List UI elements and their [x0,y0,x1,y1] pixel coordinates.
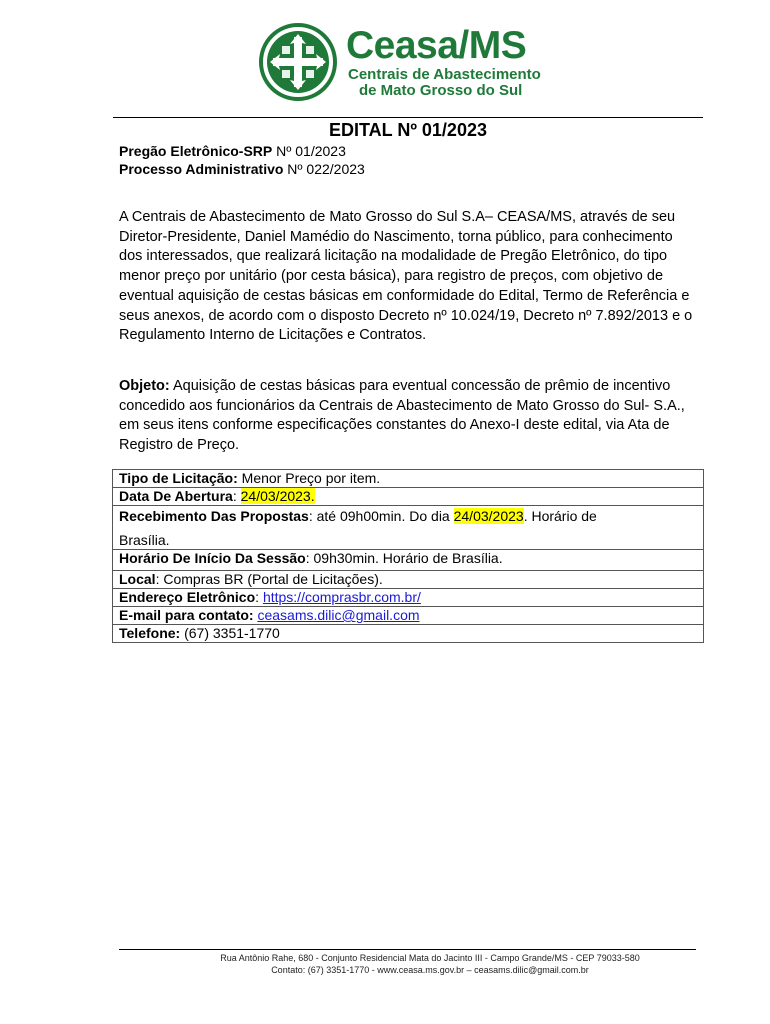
page-title: EDITAL Nº 01/2023 [329,120,487,140]
comprasbr-link[interactable]: https://comprasbr.com.br/ [262,589,421,605]
ceasa-emblem-icon [258,22,338,102]
objeto-label: Objeto: [119,378,170,394]
recebimento-label: Recebimento Das Propostas [119,508,309,524]
intro-paragraph: A Centrais de Abastecimento de Mato Grosso do Sul S.A– CEASA/MS, através de seu Diretor-Presidente, Daniel Mamédio do Nascimento, torna público, para conhecimento dos interessados, que realizará licitação na modalidade de Pregão Eletrônico, do tipo menor preço por unitário (por cesta básica), para registro de preços, com objetivo de eventual aquisição de cestas básicas em conformidade do Edital, Termo de Referência e seus anexos, de acordo com o disposto Decreto nº 10.024/19, Decreto nº 7.892/2013 e o Regulamento Interno de Licitações e Contratos. [119,209,693,344]
pregao-label: Pregão Eletrônico-SRP [119,143,273,159]
table-row [113,488,704,506]
logo-subtitle-line2: de Mato Grosso do Sul [359,82,523,99]
logo-title: Ceasa/MS [346,24,527,67]
table-row [113,589,704,607]
objeto-paragraph [119,377,699,456]
telefone-label: Telefone: [119,625,181,641]
recebimento-pre: : até 09h00min. Do dia [308,508,454,524]
processo-line [119,160,365,178]
local-value: : Compras BR (Portal de Licitações). [155,571,383,587]
table-row [113,470,704,488]
processo-value: Nº 022/2023 [283,161,365,177]
email-link[interactable]: ceasams.dilic@gmail.com [257,607,420,623]
table-cell [113,550,704,571]
pregao-line [119,142,346,160]
footer-divider [119,949,696,950]
abertura-date: 24/03/2023. [240,488,315,504]
table-row [113,625,704,643]
endereco-separator: : [255,589,263,605]
tipo-value: Menor Preço por item. [237,470,381,486]
table-row [113,550,704,571]
local-label: Local [119,571,156,587]
email-label: E-mail para contato: [119,607,254,623]
table-cell [113,625,704,643]
abertura-separator: : [232,488,241,504]
table-cell [113,488,704,506]
recebimento-post: . Horário de [523,508,597,524]
table-cell [113,506,704,550]
recebimento-continuation: Brasília. [119,532,170,548]
pregao-value: Nº 01/2023 [272,143,346,159]
telefone-value: (67) 3351-1770 [180,625,280,641]
logo-subtitle-line1: Centrais de Abastecimento [348,66,541,83]
objeto-text: Aquisição de cestas básicas para eventual concessão de prêmio de incentivo concedido aos funcionários da Centrais de Abastecimento de Mato Grosso do Sul- S.A., em seus itens conforme especificações constantes do Anexo-I deste edital, via Ata de Registro de Preço. [119,378,685,454]
table-row [113,607,704,625]
table-cell [113,571,704,589]
table-cell [113,470,704,488]
processo-label: Processo Administrativo [119,161,284,177]
table-row [113,506,704,550]
recebimento-date: 24/03/2023 [453,508,524,524]
licitacao-info-table [112,469,704,643]
table-row [113,571,704,589]
footer-contact: Contato: (67) 3351-1770 - www.ceasa.ms.gov.br – ceasams.dilic@gmail.com.br [271,965,589,975]
footer-address: Rua Antônio Rahe, 680 - Conjunto Residencial Mata do Jacinto III - Campo Grande/MS - CEP 79033-580 [220,953,640,963]
ceasa-logo [258,22,541,102]
endereco-label: Endereço Eletrônico [119,589,256,605]
horario-label: Horário De Início Da Sessão [119,550,306,566]
header-divider [113,117,703,118]
horario-value: : 09h30min. Horário de Brasília. [305,550,503,566]
tipo-label: Tipo de Licitação: [119,470,238,486]
abertura-label: Data De Abertura [119,488,233,504]
table-cell [113,607,704,625]
table-cell [113,589,704,607]
